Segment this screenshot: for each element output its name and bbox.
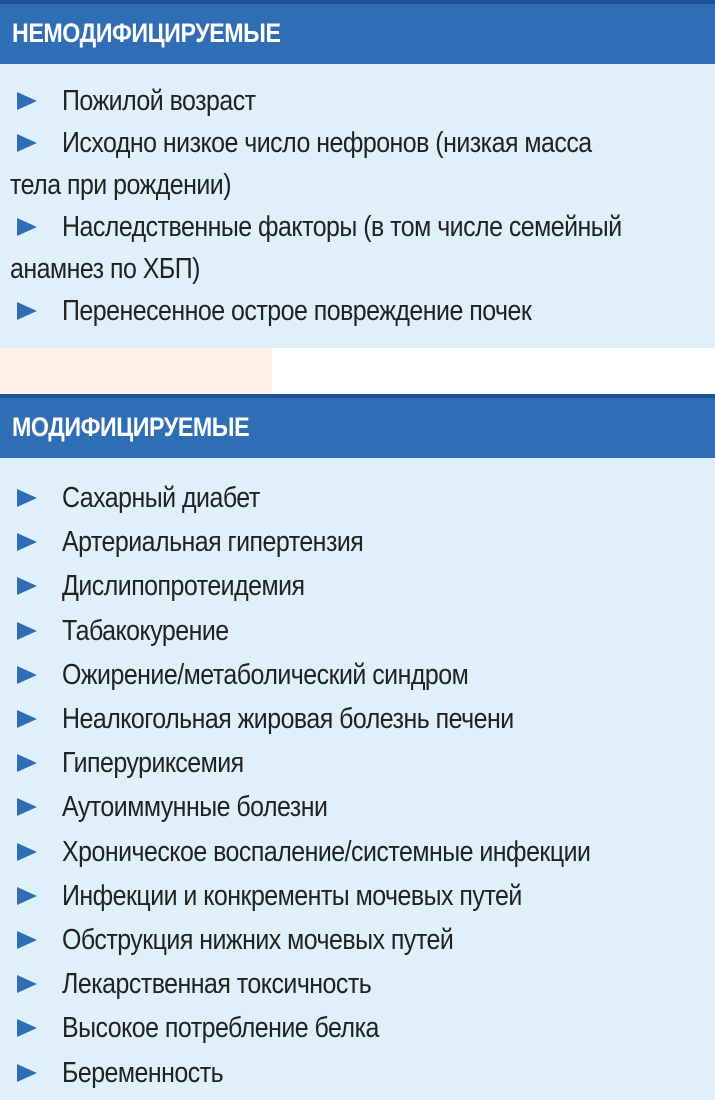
list-item-text: Беременность bbox=[62, 1056, 224, 1089]
list-item-text: Высокое потребление белка bbox=[62, 1012, 379, 1045]
modifiable-header bbox=[0, 394, 715, 458]
bullet-arrow-icon bbox=[17, 1064, 37, 1082]
bullet-arrow-icon bbox=[17, 931, 37, 949]
list-item-text: Исходно низкое число нефронов (низкая масса bbox=[62, 127, 592, 159]
list-item bbox=[0, 476, 715, 520]
list-item bbox=[0, 697, 715, 741]
bullet-arrow-icon bbox=[17, 1019, 37, 1037]
modifiable-title: МОДИФИЦИРУЕМЫЕ bbox=[12, 412, 250, 442]
bullet-arrow-icon bbox=[17, 975, 37, 993]
list-item bbox=[0, 830, 715, 874]
list-item-text: Гиперурикcемия bbox=[62, 747, 244, 780]
list-item bbox=[0, 1006, 715, 1050]
list-item bbox=[0, 80, 715, 122]
list-item-text: Наследственные факторы (в том числе семейный bbox=[62, 211, 622, 243]
list-item bbox=[0, 962, 715, 1006]
bullet-arrow-icon bbox=[17, 887, 37, 905]
list-item bbox=[0, 1051, 715, 1095]
bullet-arrow-icon bbox=[17, 843, 37, 861]
bullet-arrow-icon bbox=[17, 92, 37, 110]
bullet-arrow-icon bbox=[17, 622, 37, 640]
list-item-text: Инфекции и конкременты мочевых путей bbox=[62, 879, 522, 912]
list-item bbox=[0, 206, 715, 290]
non-modifiable-list bbox=[0, 80, 715, 332]
list-item bbox=[0, 741, 715, 785]
non-modifiable-title: НЕМОДИФИЦИРУЕМЫЕ bbox=[12, 18, 281, 48]
modifiable-list-box bbox=[0, 458, 715, 1100]
list-item-text: Хроническое воспаление/системные инфекции bbox=[62, 835, 591, 868]
list-item bbox=[0, 122, 715, 206]
list-item-text: Пожилой возраст bbox=[62, 85, 256, 117]
bullet-arrow-icon bbox=[17, 134, 37, 152]
modifiable-list bbox=[0, 476, 715, 1095]
bullet-arrow-icon bbox=[17, 666, 37, 684]
list-item bbox=[0, 290, 715, 332]
list-item-text: Ожирение/метаболический синдром bbox=[62, 658, 469, 691]
list-item bbox=[0, 874, 715, 918]
list-item bbox=[0, 918, 715, 962]
list-item-text-continued: тела при рождении) bbox=[10, 169, 231, 201]
list-item-text: Табакокурение bbox=[62, 614, 229, 647]
non-modifiable-header bbox=[0, 0, 715, 64]
decorative-spacer bbox=[0, 348, 272, 394]
list-item-text: Перенесенное острое повреждение почек bbox=[62, 295, 532, 327]
list-item bbox=[0, 609, 715, 653]
bullet-arrow-icon bbox=[17, 798, 37, 816]
bullet-arrow-icon bbox=[17, 533, 37, 551]
bullet-arrow-icon bbox=[17, 710, 37, 728]
list-item bbox=[0, 653, 715, 697]
bullet-arrow-icon bbox=[17, 754, 37, 772]
list-item bbox=[0, 520, 715, 564]
list-item-text: Обструкция нижних мочевых путей bbox=[62, 924, 454, 957]
list-item-text: Сахарный диабет bbox=[62, 482, 260, 514]
list-item bbox=[0, 564, 715, 608]
list-item-text: Дислипопротеидемия bbox=[62, 570, 305, 603]
bullet-arrow-icon bbox=[17, 577, 37, 595]
bullet-arrow-icon bbox=[17, 489, 37, 507]
list-item-text: Неалкогольная жировая болезнь печени bbox=[62, 703, 514, 736]
bullet-arrow-icon bbox=[17, 302, 37, 320]
list-item bbox=[0, 785, 715, 829]
bullet-arrow-icon bbox=[17, 218, 37, 236]
non-modifiable-list-box bbox=[0, 64, 715, 348]
list-item-text-continued: анамнез по ХБП) bbox=[10, 253, 200, 285]
list-item-text: Аутоиммунные болезни bbox=[62, 791, 328, 824]
list-item-text: Лекарственная токсичность bbox=[62, 968, 372, 1001]
list-item-text: Артериальная гипертензия bbox=[62, 526, 364, 559]
